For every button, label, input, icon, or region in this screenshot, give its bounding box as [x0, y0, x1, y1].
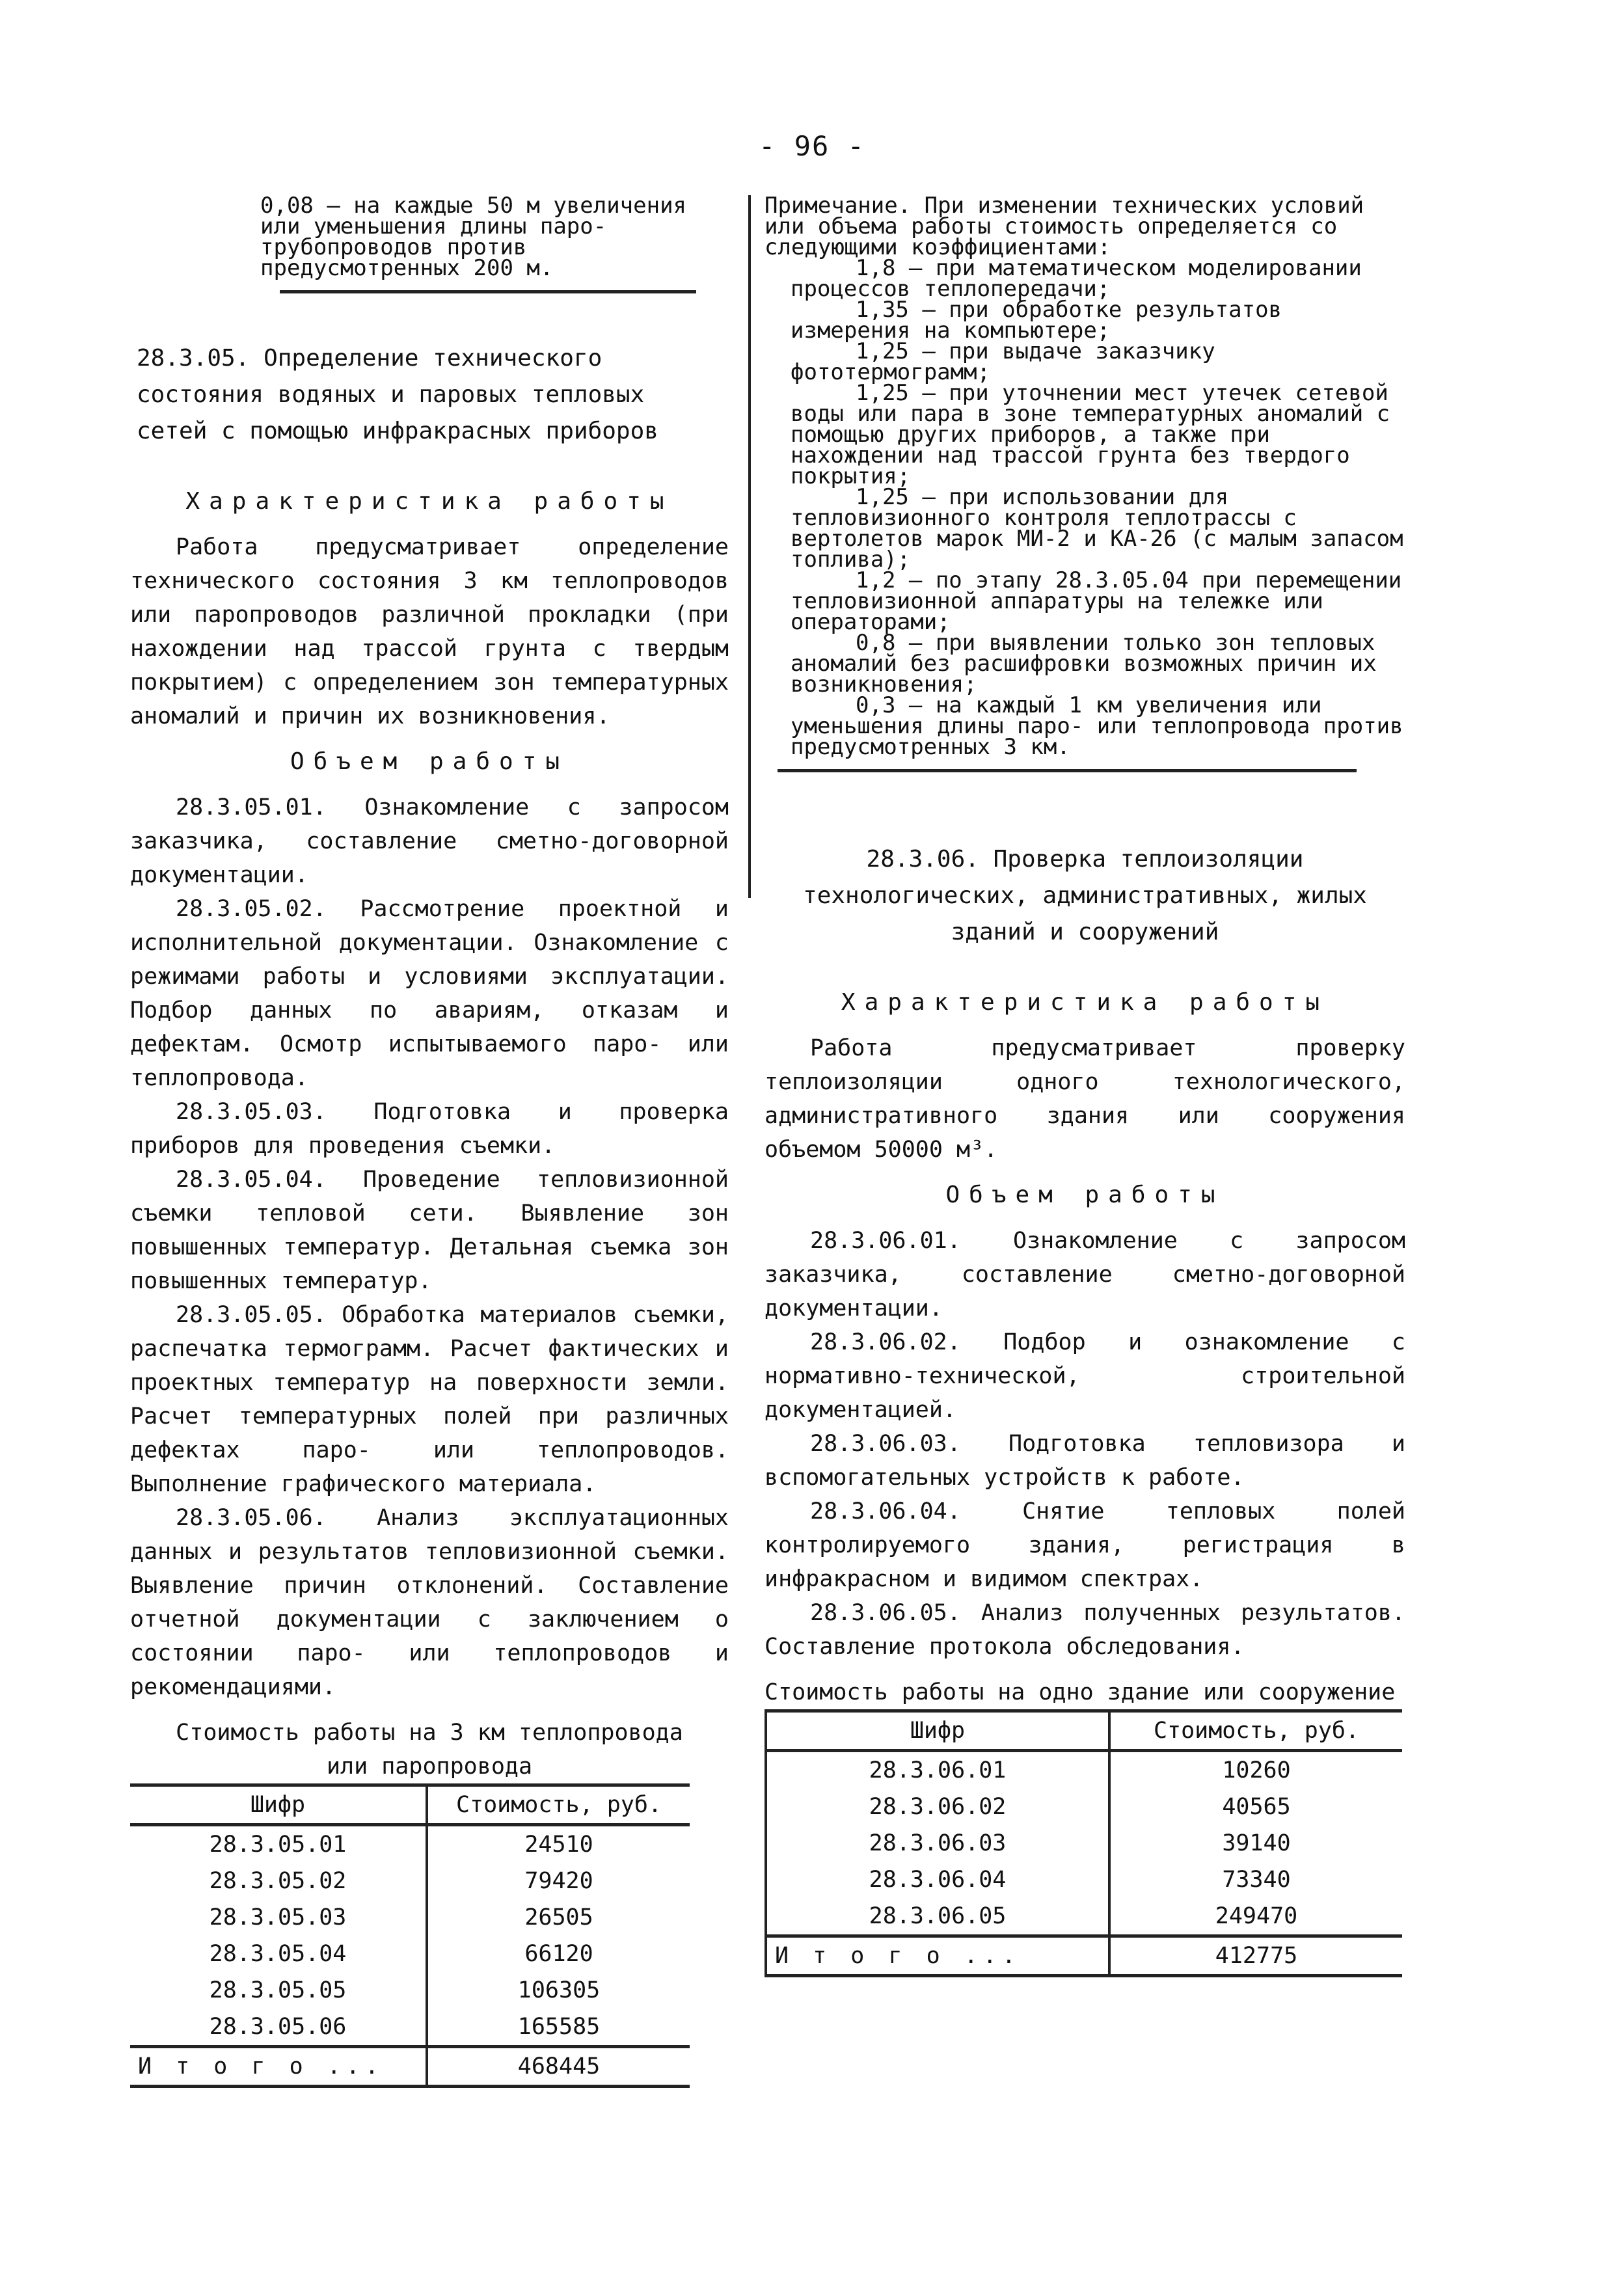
table-row — [130, 1972, 690, 2009]
list-item: 28.3.05.06. Анализ эксплуатационных данных и результатов тепловизионной съемки. Выявление причин отклонений. Составление отчетной документации с заключением о состоянии паро- или теплопроводов и рекомендациями. — [130, 1505, 729, 1700]
characteristic-heading: Характеристика работы — [841, 989, 1329, 1016]
cell-code: 28.3.06.04 — [766, 1862, 1109, 1898]
table-row — [766, 1898, 1402, 1936]
cell-code: 28.3.05.04 — [130, 1936, 427, 1972]
cell-cost: 66120 — [524, 1941, 593, 1967]
table-row — [130, 1825, 690, 1863]
column-header-cost: Стоимость, руб. — [1109, 1711, 1402, 1751]
work-items-list — [765, 1224, 1405, 1664]
left-column — [130, 195, 729, 2088]
list-item: 28.3.06.03. Подготовка тепловизора и вспомогательных устройств к работе. — [765, 1431, 1405, 1491]
column-header-cost: Стоимость, руб. — [427, 1785, 690, 1825]
cell-code: 28.3.06.05 — [766, 1898, 1109, 1936]
table-total-row — [130, 2047, 690, 2087]
volume-heading: Объем работы — [290, 748, 569, 775]
cell-code: 28.3.05.01 — [130, 1825, 427, 1863]
cell-cost: 79420 — [524, 1868, 593, 1894]
table-row — [130, 1899, 690, 1936]
total-value: 412775 — [1109, 1936, 1402, 1976]
cell-cost: 40565 — [1222, 1794, 1291, 1820]
intro-coefficient: 0,08 – на каждые 50 м увеличения или уменьшения длины паро-трубопроводов против предусмотренных 200 м. — [260, 193, 687, 281]
table-caption: Стоимость работы на 3 км теплопровода или паропровода — [176, 1720, 683, 1780]
table-row — [766, 1825, 1402, 1862]
table-total-row — [766, 1936, 1402, 1976]
table-caption: Стоимость работы на одно здание или сооружение — [765, 1679, 1396, 1705]
right-column — [765, 195, 1405, 1977]
cell-code: 28.3.05.06 — [130, 2009, 427, 2047]
list-item: 28.3.05.04. Проведение тепловизионной съемки тепловой сети. Выявление зон повышенных температур. Детальная съемка зон повышенных температур. — [130, 1167, 729, 1294]
total-value: 468445 — [427, 2047, 690, 2087]
total-label: И т о г о ... — [766, 1936, 1109, 1976]
cell-code: 28.3.05.05 — [130, 1972, 427, 2009]
table-header-row — [766, 1711, 1402, 1751]
characteristic-text: Работа предусматривает проверку теплоизоляции одного технологического, административного здания или сооружения объемом 50000 м³. — [765, 1035, 1405, 1163]
list-item: 28.3.06.01. Ознакомление с запросом заказчика, составление сметно-договорной документации. — [765, 1228, 1405, 1321]
cell-cost: 39140 — [1222, 1830, 1291, 1856]
section-title-28-3-05: 28.3.05. Определение технического состояния водяных и паровых тепловых сетей с помощью инфракрасных приборов — [137, 345, 658, 444]
list-item: 28.3.05.03. Подготовка и проверка приборов для проведения съемки. — [130, 1099, 729, 1159]
list-item: 28.3.06.04. Снятие тепловых полей контролируемого здания, регистрация в инфракрасном и видимом спектрах. — [765, 1498, 1405, 1592]
characteristic-text: Работа предусматривает определение технического состояния 3 км теплопроводов или паропроводов различной прокладки (при нахождении над трассой грунта с твердым покрытием) с определением зон температурных аномалий и причин их возникновения. — [130, 534, 729, 729]
list-item: 28.3.06.02. Подбор и ознакомление с нормативно-технической, строительной документацией. — [765, 1329, 1405, 1423]
list-item: 28.3.05.05. Обработка материалов съемки, распечатка термограмм. Расчет фактических и проектных температур на поверхности земли. Расчет температурных полей при различных дефектах паро- или теплопроводов. Выполнение графического материала. — [130, 1302, 729, 1497]
cell-cost: 73340 — [1222, 1867, 1291, 1893]
cell-code: 28.3.06.03 — [766, 1825, 1109, 1862]
column-header-code: Шифр — [766, 1711, 1109, 1751]
list-item: 1,35 – при обработке результатов измерения на компьютере; — [791, 297, 1282, 344]
table-row — [130, 2009, 690, 2047]
table-header-row — [130, 1785, 690, 1825]
note-paragraph: Примечание. При изменении технических условий или объема работы стоимость определяется со следующими коэффициентами: — [765, 193, 1364, 260]
table-row — [766, 1862, 1402, 1898]
cell-code: 28.3.05.03 — [130, 1899, 427, 1936]
characteristic-heading: Характеристика работы — [185, 488, 673, 515]
cell-cost: 165585 — [517, 2014, 601, 2040]
list-item: 28.3.05.02. Рассмотрение проектной и исполнительной документации. Ознакомление с режимами работы и условиями эксплуатации. Подбор данных по авариям, отказам и дефектам. Осмотр испытываемого паро- или теплопровода. — [130, 896, 729, 1091]
cell-code: 28.3.06.01 — [766, 1751, 1109, 1789]
list-item: 1,25 – при использовании для тепловизионного контроля теплотрассы с вертолетов марок МИ-2 и КА-26 (с малым запасом топлива); — [791, 484, 1403, 573]
cell-code: 28.3.06.02 — [766, 1789, 1109, 1825]
page-number: - 96 - — [759, 130, 865, 162]
cell-cost: 249470 — [1215, 1903, 1298, 1929]
column-divider — [748, 195, 751, 898]
section-title-28-3-06: 28.3.06. Проверка теплоизоляции технологических, административных, жилых зданий и сооружений — [803, 846, 1367, 945]
volume-heading: Объем работы — [945, 1182, 1225, 1208]
list-item: 1,25 – при уточнении мест утечек сетевой воды или пара в зоне температурных аномалий с помощью других приборов, а также при нахождении над трассой грунта без твердого покрытия; — [791, 380, 1390, 489]
column-header-code: Шифр — [130, 1785, 427, 1825]
total-label: И т о г о ... — [130, 2047, 427, 2087]
list-item: 1,25 – при выдаче заказчику фототермограмм; — [791, 338, 1215, 385]
table-row — [766, 1789, 1402, 1825]
list-item: 1,2 – по этапу 28.3.05.04 при перемещении тепловизионной аппаратуры на тележке или операторами; — [791, 567, 1402, 635]
work-items-list — [130, 791, 729, 1704]
cell-cost: 106305 — [517, 1977, 601, 2003]
cost-table — [130, 1783, 690, 2088]
table-row — [766, 1751, 1402, 1789]
list-item: 0,8 – при выявлении только зон тепловых аномалий без расшифровки возможных причин их возникновения; — [791, 630, 1377, 698]
list-item: 0,3 – на каждый 1 км увеличения или уменьшения длины паро- или теплопровода против предусмотренных 3 км. — [791, 692, 1403, 760]
cell-cost: 26505 — [524, 1904, 593, 1930]
coefficients-list — [765, 255, 1405, 760]
cell-code: 28.3.05.02 — [130, 1863, 427, 1899]
table-row — [130, 1936, 690, 1972]
cell-cost: 24510 — [524, 1832, 593, 1858]
list-item: 28.3.05.01. Ознакомление с запросом заказчика, составление сметно-договорной документации. — [130, 794, 729, 888]
cell-cost: 10260 — [1222, 1757, 1291, 1783]
list-item: 1,8 – при математическом моделировании процессов теплопередачи; — [791, 255, 1362, 302]
table-row — [130, 1863, 690, 1899]
cost-table — [765, 1709, 1402, 1977]
list-item: 28.3.06.05. Анализ полученных результатов. Составление протокола обследования. — [765, 1600, 1405, 1660]
